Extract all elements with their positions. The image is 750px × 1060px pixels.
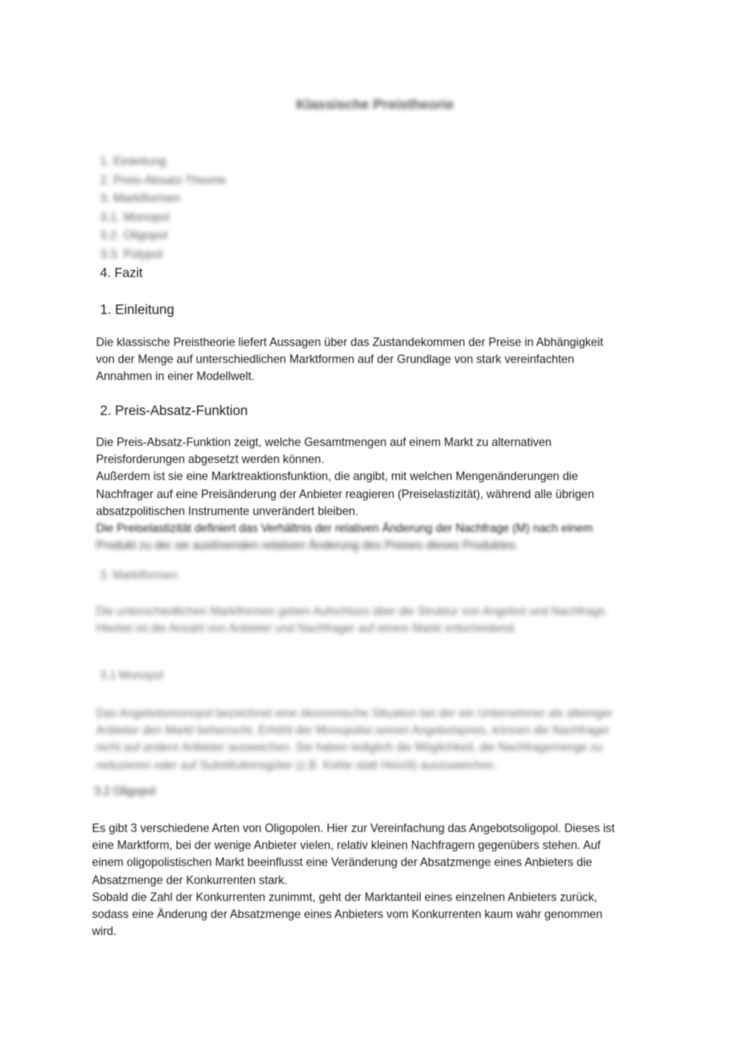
text-line: Nachfrager auf eine Preisänderung der Anbieter reagieren (Preiselastizität), während alle übrigen	[96, 487, 595, 501]
text-line: Die Preis-Absatz-Funktion zeigt, welche Gesamtmengen auf einem Markt zu alternativen	[96, 436, 552, 449]
text-line: Die unterschiedlichen Marktformen geben Aufschluss über die Struktur von Angebot und Nachfrage.	[96, 605, 609, 618]
text-line: Hierbei ist die Anzahl von Anbieter und Nachfrager auf einem Markt entscheidend.	[96, 622, 517, 636]
text-line: Die klassische Preistheorie liefert Aussagen über das Zustandekommen der Preise in Abhängigkeit	[96, 336, 604, 349]
section-heading-einleitung: 1. Einleitung	[100, 302, 175, 317]
toc-item: 3.2. Oligopol	[100, 228, 168, 243]
text-line: Außerdem ist sie eine Marktreaktionsfunktion, die angibt, mit welchen Mengenänderungen die	[96, 470, 579, 484]
section-heading-preis-absatz: 2. Preis-Absatz-Funktion	[100, 403, 248, 418]
section-heading-marktformen: 3. Marktformen	[100, 570, 178, 582]
section-heading-monopol: 3.1 Monopol	[100, 670, 164, 682]
text-line: wird.	[92, 925, 117, 939]
text-line: absatzpolitischen Instrumente unverändert bleiben.	[96, 504, 359, 518]
paragraph-einleitung	[96, 334, 661, 386]
text-line: sodass eine Änderung der Absatzmenge eines Anbieters vom Konkurrenten kaum wahr genommen	[92, 908, 603, 922]
text-line: Anbieter den Markt beherrscht. Erhöht der Monopolist seinen Angebotspreis, können die Nachfrager	[96, 724, 610, 738]
text-line: nicht auf andere Anbieter ausweichen. Sie haben lediglich die Möglichkeit, die Nachfragemenge zu	[96, 741, 603, 755]
paragraph-marktformen	[96, 603, 661, 637]
text-line: Es gibt 3 verschiedene Arten von Oligopolen. Hier zur Vereinfachung das Angebotsoligopol. Dieses ist	[92, 822, 615, 835]
toc-item: 2. Preis-Absatz-Theorie	[100, 172, 227, 187]
text-line: Sobald die Zahl der Konkurrenten zunimmt, geht der Marktanteil eines einzelnen Anbieters zurück,	[92, 890, 598, 904]
toc-item: 3.1. Monopol	[100, 209, 170, 224]
text-line: reduzieren oder auf Substitutionsgüter (z.B. Kohle statt Heizöl) auszuweichen.	[96, 758, 497, 772]
text-line: Das Angebotsmonopol bezeichnet eine ökonomische Situation bei der ein Unternehmer als alleiniger	[96, 707, 613, 720]
toc-item: 4. Fazit	[100, 264, 143, 280]
text-line: von der Menge auf unterschiedlichen Marktformen auf der Grundlage von stark vereinfachten	[96, 353, 575, 367]
text-line: Absatzmenge der Konkurrenten stark.	[92, 873, 288, 887]
toc-item: 3.3. Polypol	[100, 246, 163, 261]
document-title: Klassische Preistheorie	[296, 96, 454, 112]
text-line: einem oligopolistischen Markt beeinflusst eine Veränderung der Absatzmenge eines Anbieters die	[92, 856, 593, 870]
paragraph-preis-absatz	[96, 434, 661, 554]
toc-item: 3. Marktformen	[100, 191, 181, 206]
text-line: Preisforderungen abgesetzt werden können.	[96, 453, 325, 467]
text-line: Produkt zu der sie auslösenden relativen Änderung des Preises dieses Produktes.	[96, 539, 519, 553]
text-line: Annahmen in einer Modellwelt.	[96, 370, 255, 384]
paragraph-monopol	[96, 705, 661, 774]
text-line: Die Preiselastizität definiert das Verhältnis der relativen Änderung der Nachfrage (M) nach einem	[96, 522, 593, 536]
section-heading-oligopol: 3.2 Oligopol	[94, 786, 156, 798]
text-line: eine Marktform, bei der wenige Anbieter vielen, relativ kleinen Nachfragern gegenübers stehen. Auf	[92, 839, 601, 853]
table-of-contents	[100, 152, 226, 282]
paragraph-oligopol	[92, 820, 657, 940]
toc-item: 1. Einleitung	[100, 154, 167, 168]
